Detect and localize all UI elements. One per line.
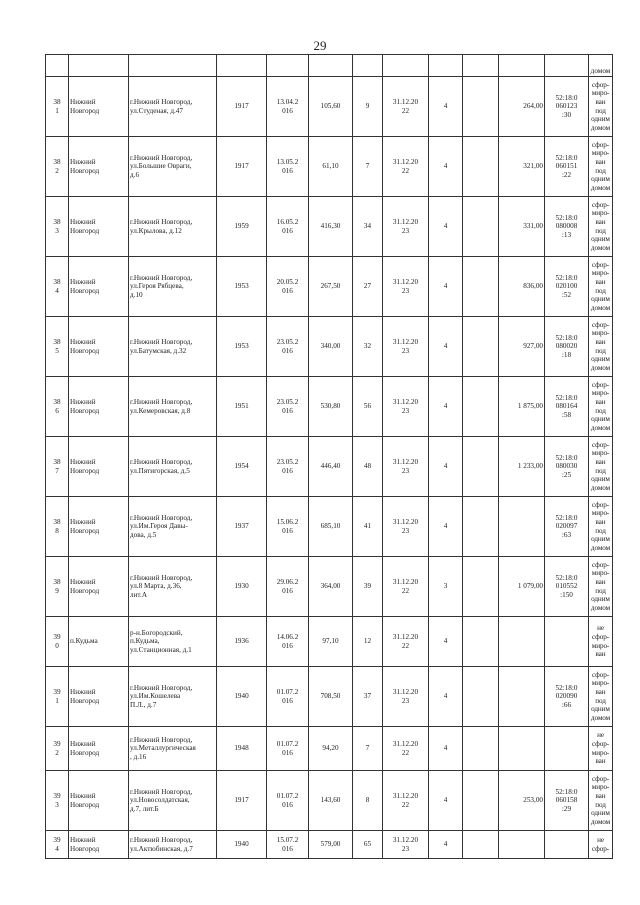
cell-year: 1940: [217, 831, 267, 859]
cell-extra: [463, 771, 499, 831]
cell-land-status: сфор- миро- ван под одним домом: [589, 497, 613, 557]
cell-people: [353, 55, 383, 77]
cell-cadastral: 52:18:0 080008 :13: [545, 197, 589, 257]
page-number: 29: [313, 38, 327, 53]
table-row: [46, 317, 613, 377]
cell-land-status: сфор- миро- ван под одним домом: [589, 317, 613, 377]
cell-cadastral: [545, 55, 589, 77]
cell-land-status: сфор- миро- ван под одним домом: [589, 197, 613, 257]
cell-sum: 927,00: [499, 317, 545, 377]
table-body: [46, 55, 613, 859]
cell-city: [69, 55, 129, 77]
cell-city: Нижний Новгород: [69, 771, 129, 831]
cell-sum: [499, 617, 545, 667]
cell-date: 23.05.2 016: [267, 317, 309, 377]
cell-stage: 4: [429, 727, 463, 771]
registry-table: [45, 54, 613, 859]
cell-sum: [499, 497, 545, 557]
cell-address: [129, 55, 217, 77]
cell-cadastral: 52:18:0 010552 :150: [545, 557, 589, 617]
cell-extra: [463, 497, 499, 557]
cell-num: 39 0: [46, 617, 69, 667]
cell-extra: [463, 55, 499, 77]
table-row: [46, 137, 613, 197]
cell-date: 01.07.2 016: [267, 771, 309, 831]
cell-deadline: 31.12.20 23: [383, 197, 429, 257]
cell-deadline: 31.12.20 22: [383, 137, 429, 197]
cell-extra: [463, 377, 499, 437]
cell-num: [46, 55, 69, 77]
cell-stage: 4: [429, 197, 463, 257]
cell-extra: [463, 197, 499, 257]
cell-address: г.Нижний Новгород, ул.Пятигорская, д.5: [129, 437, 217, 497]
cell-city: Нижний Новгород: [69, 137, 129, 197]
cell-area: 267,50: [309, 257, 353, 317]
cell-stage: 4: [429, 137, 463, 197]
cell-land-status: не сфор-: [589, 831, 613, 859]
cell-date: 29.06.2 016: [267, 557, 309, 617]
cell-address: р-н.Богородский, п.Кудьма, ул.Станционная, д.1: [129, 617, 217, 667]
cell-date: 15.07.2 016: [267, 831, 309, 859]
cell-people: 37: [353, 667, 383, 727]
table-row: [46, 77, 613, 137]
cell-area: 708,50: [309, 667, 353, 727]
cell-extra: [463, 667, 499, 727]
cell-year: 1937: [217, 497, 267, 557]
cell-people: 65: [353, 831, 383, 859]
cell-date: 01.07.2 016: [267, 667, 309, 727]
cell-address: г.Нижний Новгород, ул.Им.Героя Давы- дова, д.5: [129, 497, 217, 557]
cell-num: 39 1: [46, 667, 69, 727]
cell-sum: [499, 727, 545, 771]
cell-land-status: сфор- миро- ван под одним домом: [589, 77, 613, 137]
cell-num: 38 9: [46, 557, 69, 617]
cell-date: [267, 55, 309, 77]
cell-land-status: сфор- миро- ван под одним домом: [589, 667, 613, 727]
table-row: [46, 667, 613, 727]
cell-people: 39: [353, 557, 383, 617]
cell-sum: [499, 55, 545, 77]
cell-cadastral: [545, 831, 589, 859]
cell-date: 15.06.2 016: [267, 497, 309, 557]
cell-land-status: не сфор- миро- ван: [589, 617, 613, 667]
cell-city: Нижний Новгород: [69, 317, 129, 377]
cell-extra: [463, 727, 499, 771]
cell-sum: 331,00: [499, 197, 545, 257]
cell-land-status: сфор- миро- ван под одним домом: [589, 257, 613, 317]
cell-num: 38 1: [46, 77, 69, 137]
cell-stage: 4: [429, 77, 463, 137]
cell-city: Нижний Новгород: [69, 557, 129, 617]
cell-year: 1917: [217, 771, 267, 831]
cell-area: 416,30: [309, 197, 353, 257]
cell-city: Нижний Новгород: [69, 667, 129, 727]
cell-people: 48: [353, 437, 383, 497]
cell-sum: 1 079,00: [499, 557, 545, 617]
cell-year: 1930: [217, 557, 267, 617]
cell-stage: 4: [429, 497, 463, 557]
cell-year: 1948: [217, 727, 267, 771]
cell-stage: 4: [429, 831, 463, 859]
cell-deadline: 31.12.20 23: [383, 317, 429, 377]
cell-deadline: 31.12.20 22: [383, 771, 429, 831]
cell-year: 1954: [217, 437, 267, 497]
cell-num: 38 2: [46, 137, 69, 197]
table-row: [46, 197, 613, 257]
cell-year: [217, 55, 267, 77]
cell-year: 1936: [217, 617, 267, 667]
cell-address: г.Нижний Новгород, ул.Студеная, д.47: [129, 77, 217, 137]
cell-stage: 4: [429, 617, 463, 667]
cell-deadline: 31.12.20 23: [383, 497, 429, 557]
cell-deadline: 31.12.20 23: [383, 831, 429, 859]
cell-address: г.Нижний Новгород, ул.Батумская, д.32: [129, 317, 217, 377]
table-row: [46, 377, 613, 437]
cell-land-status: не сфор- миро- ван: [589, 727, 613, 771]
cell-sum: 321,00: [499, 137, 545, 197]
cell-cadastral: 52:18:0 080030 :25: [545, 437, 589, 497]
cell-area: 97,10: [309, 617, 353, 667]
cell-num: 38 5: [46, 317, 69, 377]
cell-year: 1951: [217, 377, 267, 437]
cell-area: 340,00: [309, 317, 353, 377]
cell-year: 1953: [217, 257, 267, 317]
cell-area: 61,10: [309, 137, 353, 197]
table-row: [46, 437, 613, 497]
cell-people: 27: [353, 257, 383, 317]
cell-people: 34: [353, 197, 383, 257]
cell-people: 56: [353, 377, 383, 437]
cell-deadline: 31.12.20 22: [383, 557, 429, 617]
cell-deadline: 31.12.20 22: [383, 77, 429, 137]
cell-num: 39 4: [46, 831, 69, 859]
cell-land-status: сфор- миро- ван под одним домом: [589, 137, 613, 197]
cell-area: 579,00: [309, 831, 353, 859]
table-row: [46, 497, 613, 557]
cell-city: Нижний Новгород: [69, 831, 129, 859]
cell-city: Нижний Новгород: [69, 257, 129, 317]
cell-land-status: домом: [589, 55, 613, 77]
cell-deadline: 31.12.20 23: [383, 667, 429, 727]
cell-area: 685,10: [309, 497, 353, 557]
cell-year: 1917: [217, 137, 267, 197]
cell-extra: [463, 437, 499, 497]
cell-date: 20.05.2 016: [267, 257, 309, 317]
cell-cadastral: 52:18:0 060151 :22: [545, 137, 589, 197]
cell-people: 8: [353, 771, 383, 831]
cell-extra: [463, 77, 499, 137]
cell-year: 1959: [217, 197, 267, 257]
cell-deadline: 31.12.20 23: [383, 377, 429, 437]
table-row: [46, 617, 613, 667]
cell-extra: [463, 557, 499, 617]
cell-land-status: сфор- миро- ван под одним домом: [589, 557, 613, 617]
cell-num: 39 3: [46, 771, 69, 831]
cell-cadastral: 52:18:0 080020 :18: [545, 317, 589, 377]
cell-deadline: 31.12.20 23: [383, 437, 429, 497]
cell-extra: [463, 137, 499, 197]
cell-city: Нижний Новгород: [69, 497, 129, 557]
cell-sum: 253,00: [499, 771, 545, 831]
cell-address: г.Нижний Новгород, ул.Крылова, д.12: [129, 197, 217, 257]
cell-date: 13.04.2 016: [267, 77, 309, 137]
cell-sum: 1 233,00: [499, 437, 545, 497]
cell-land-status: сфор- миро- ван под одним домом: [589, 437, 613, 497]
cell-sum: [499, 831, 545, 859]
cell-date: 01.07.2 016: [267, 727, 309, 771]
cell-address: г.Нижний Новгород, ул.Актюбинская, д.7: [129, 831, 217, 859]
cell-address: г.Нижний Новгород, ул.Кемеровская, д.8: [129, 377, 217, 437]
cell-num: 38 4: [46, 257, 69, 317]
cell-date: 23.05.2 016: [267, 377, 309, 437]
cell-cadastral: 52:18:0 020090 :66: [545, 667, 589, 727]
cell-people: 9: [353, 77, 383, 137]
cell-num: 38 8: [46, 497, 69, 557]
cell-area: 94,20: [309, 727, 353, 771]
cell-extra: [463, 317, 499, 377]
cell-city: Нижний Новгород: [69, 727, 129, 771]
cell-stage: 4: [429, 667, 463, 727]
cell-year: 1917: [217, 77, 267, 137]
cell-land-status: сфор- миро- ван под одним домом: [589, 377, 613, 437]
cell-deadline: 31.12.20 22: [383, 617, 429, 667]
cell-extra: [463, 831, 499, 859]
cell-sum: 836,00: [499, 257, 545, 317]
cell-year: 1953: [217, 317, 267, 377]
cell-cadastral: 52:18:0 060158 :29: [545, 771, 589, 831]
table-row: [46, 831, 613, 859]
cell-stage: 3: [429, 557, 463, 617]
cell-cadastral: [545, 617, 589, 667]
cell-stage: 4: [429, 437, 463, 497]
cell-city: Нижний Новгород: [69, 197, 129, 257]
cell-sum: [499, 667, 545, 727]
cell-area: 105,60: [309, 77, 353, 137]
table-row: [46, 257, 613, 317]
cell-date: 13.05.2 016: [267, 137, 309, 197]
cell-people: 32: [353, 317, 383, 377]
cell-stage: 4: [429, 257, 463, 317]
cell-people: 12: [353, 617, 383, 667]
cell-address: г.Нижний Новгород, ул.Героя Рябцева, д.10: [129, 257, 217, 317]
cell-area: [309, 55, 353, 77]
cell-cadastral: 52:18:0 080164 :58: [545, 377, 589, 437]
cell-stage: 4: [429, 377, 463, 437]
table-row: [46, 727, 613, 771]
table-row: [46, 557, 613, 617]
cell-cadastral: 52:18:0 020097 :63: [545, 497, 589, 557]
cell-sum: 264,00: [499, 77, 545, 137]
cell-stage: [429, 55, 463, 77]
table-row: [46, 771, 613, 831]
cell-address: г.Нижний Новгород, ул.8 Марта, д.36, лит.А: [129, 557, 217, 617]
cell-extra: [463, 257, 499, 317]
cell-deadline: 31.12.20 23: [383, 257, 429, 317]
cell-deadline: 31.12.20 22: [383, 727, 429, 771]
cell-year: 1940: [217, 667, 267, 727]
cell-people: 7: [353, 727, 383, 771]
cell-area: 364,00: [309, 557, 353, 617]
cell-address: г.Нижний Новгород, ул.Металлургическая , д.16: [129, 727, 217, 771]
cell-date: 16.05.2 016: [267, 197, 309, 257]
cell-cadastral: [545, 727, 589, 771]
cell-cadastral: 52:18:0 020100 :52: [545, 257, 589, 317]
cell-stage: 4: [429, 317, 463, 377]
cell-area: 446,40: [309, 437, 353, 497]
cell-cadastral: 52:18:0 060123 :30: [545, 77, 589, 137]
cell-city: п.Кудьма: [69, 617, 129, 667]
cell-deadline: [383, 55, 429, 77]
cell-address: г.Нижний Новгород, ул.Большие Овраги, д.6: [129, 137, 217, 197]
cell-address: г.Нижний Новгород, ул.Им.Кошелева П.Л., д.7: [129, 667, 217, 727]
cell-city: Нижний Новгород: [69, 377, 129, 437]
cell-date: 14.06.2 016: [267, 617, 309, 667]
cell-date: 23.05.2 016: [267, 437, 309, 497]
cell-land-status: сфор- миро- ван под одним домом: [589, 771, 613, 831]
cell-stage: 4: [429, 771, 463, 831]
cell-area: 143,60: [309, 771, 353, 831]
cell-address: г.Нижний Новгород, ул.Новосолдатская, д.7, лит.Б: [129, 771, 217, 831]
cell-city: Нижний Новгород: [69, 77, 129, 137]
cell-sum: 1 875,00: [499, 377, 545, 437]
table-row-continuation: [46, 55, 613, 77]
cell-num: 38 3: [46, 197, 69, 257]
cell-people: 7: [353, 137, 383, 197]
cell-num: 38 7: [46, 437, 69, 497]
cell-num: 38 6: [46, 377, 69, 437]
cell-city: Нижний Новгород: [69, 437, 129, 497]
cell-num: 39 2: [46, 727, 69, 771]
cell-area: 530,80: [309, 377, 353, 437]
cell-people: 41: [353, 497, 383, 557]
cell-extra: [463, 617, 499, 667]
